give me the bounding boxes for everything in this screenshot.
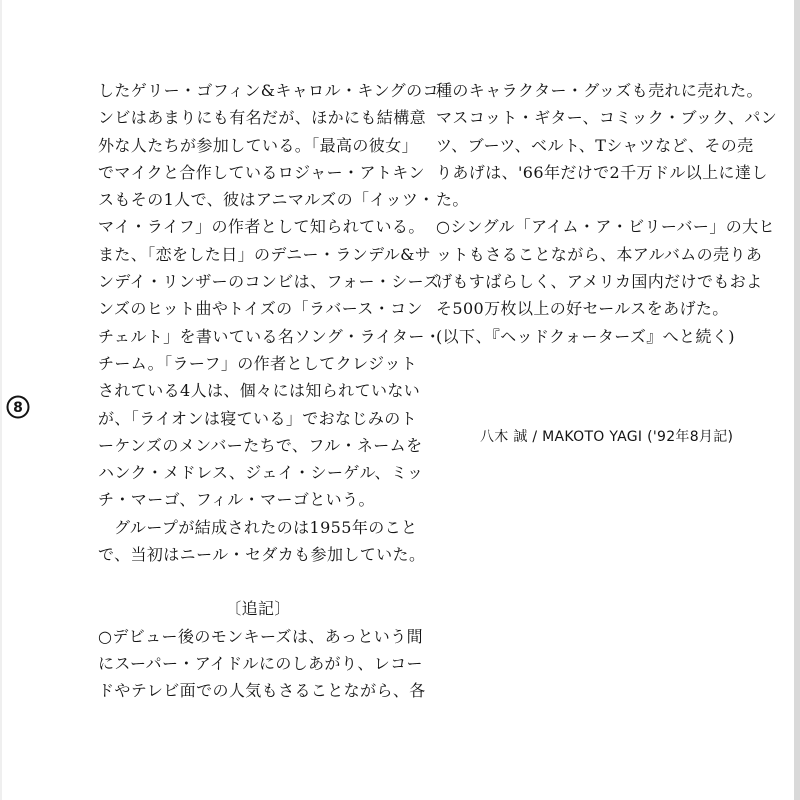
postscript-heading: 〔追記〕 — [225, 599, 291, 619]
text-line: されている4人は、個々には知られていない — [98, 381, 421, 401]
page-edge-right — [794, 0, 800, 800]
text-line: た。 — [436, 190, 469, 210]
page-number-text: 8 — [13, 400, 23, 416]
text-line: りあげは、'66年だけで2千万ドル以上に達し — [436, 162, 768, 182]
text-line: チーム。「ラーフ」の作者としてクレジット — [98, 353, 418, 373]
spacer — [98, 568, 418, 595]
right-column — [436, 77, 778, 350]
text-line: ンビはあまりにも有名だが、ほかにも結構意 — [98, 108, 427, 128]
page-number-circle-icon — [6, 395, 30, 419]
text-line: チェルト」を書いている名ソング・ライター・ — [98, 326, 442, 346]
text-line: にスーパー・アイドルにのしあがり、レコー — [98, 653, 423, 673]
text-line: グループが結成されたのは1955年のこと — [114, 517, 418, 537]
text-line: 外な人たちが参加している。「最高の彼女」 — [98, 135, 419, 155]
text-line: そ500万枚以上の好セールスをあげた。 — [436, 299, 729, 319]
text-line: でマイクと合作しているロジャー・アトキン — [98, 162, 425, 182]
text-line: げもすばらしく、アメリカ国内だけでもおよ — [436, 272, 763, 292]
right-paragraph-2 — [436, 213, 775, 322]
continued-note: (以下、『ヘッドクォーターズ』へと続く) — [436, 326, 735, 346]
text-line: ドやテレビ面での人気もさることながら、各 — [98, 681, 426, 701]
page-edge-left — [0, 0, 2, 800]
text-line: ンデイ・リンザーのコンビは、フォー・シーズ — [98, 272, 440, 292]
text-line: スもその1人で、彼はアニマルズの「イッツ・ — [98, 190, 435, 210]
text-line: ○デビュー後のモンキーズは、あっという間 — [98, 626, 424, 646]
text-line: で、当初はニール・セダカも参加していた。 — [98, 545, 426, 565]
text-line: ハンク・メドレス、ジェイ・シーゲル、ミッ — [98, 463, 424, 483]
text-line: マスコット・ギター、コミック・ブック、パン — [436, 108, 778, 128]
left-column — [98, 77, 442, 705]
author-signature: 八木 誠 / MAKOTO YAGI ('92年8月記) — [480, 429, 734, 445]
text-line: マイ・ライフ」の作者として知られている。 — [98, 217, 425, 237]
text-line: ンズのヒット曲やトイズの「ラバース・コン — [98, 299, 423, 319]
text-line: また、「恋をした日」のデニー・ランデル&サ — [98, 244, 432, 264]
left-paragraph-1 — [98, 77, 442, 514]
text-line: チ・マーゴ、フィル・マーゴという。 — [98, 490, 375, 510]
postscript-paragraph — [98, 623, 426, 705]
left-paragraph-2 — [98, 514, 426, 569]
text-line: したゲリー・ゴフィン&キャロル・キングのコ — [98, 81, 439, 100]
page-number — [6, 395, 30, 419]
text-line: 種のキャラクター・グッズも売れに売れた。 — [436, 81, 763, 100]
right-paragraph-1 — [436, 77, 778, 213]
text-line: ーケンズのメンバーたちで、フル・ネームを — [98, 435, 423, 455]
text-line: ットもさることながら、本アルバムの売りあ — [436, 244, 763, 264]
text-line: ツ、ブーツ、ベルト、Tシャツなど、その売 — [436, 135, 754, 155]
text-line: ○シングル「アイム・ア・ビリーバー」の大ヒ — [436, 217, 775, 237]
text-line: が、「ライオンは寝ている」でおなじみのト — [98, 408, 418, 428]
